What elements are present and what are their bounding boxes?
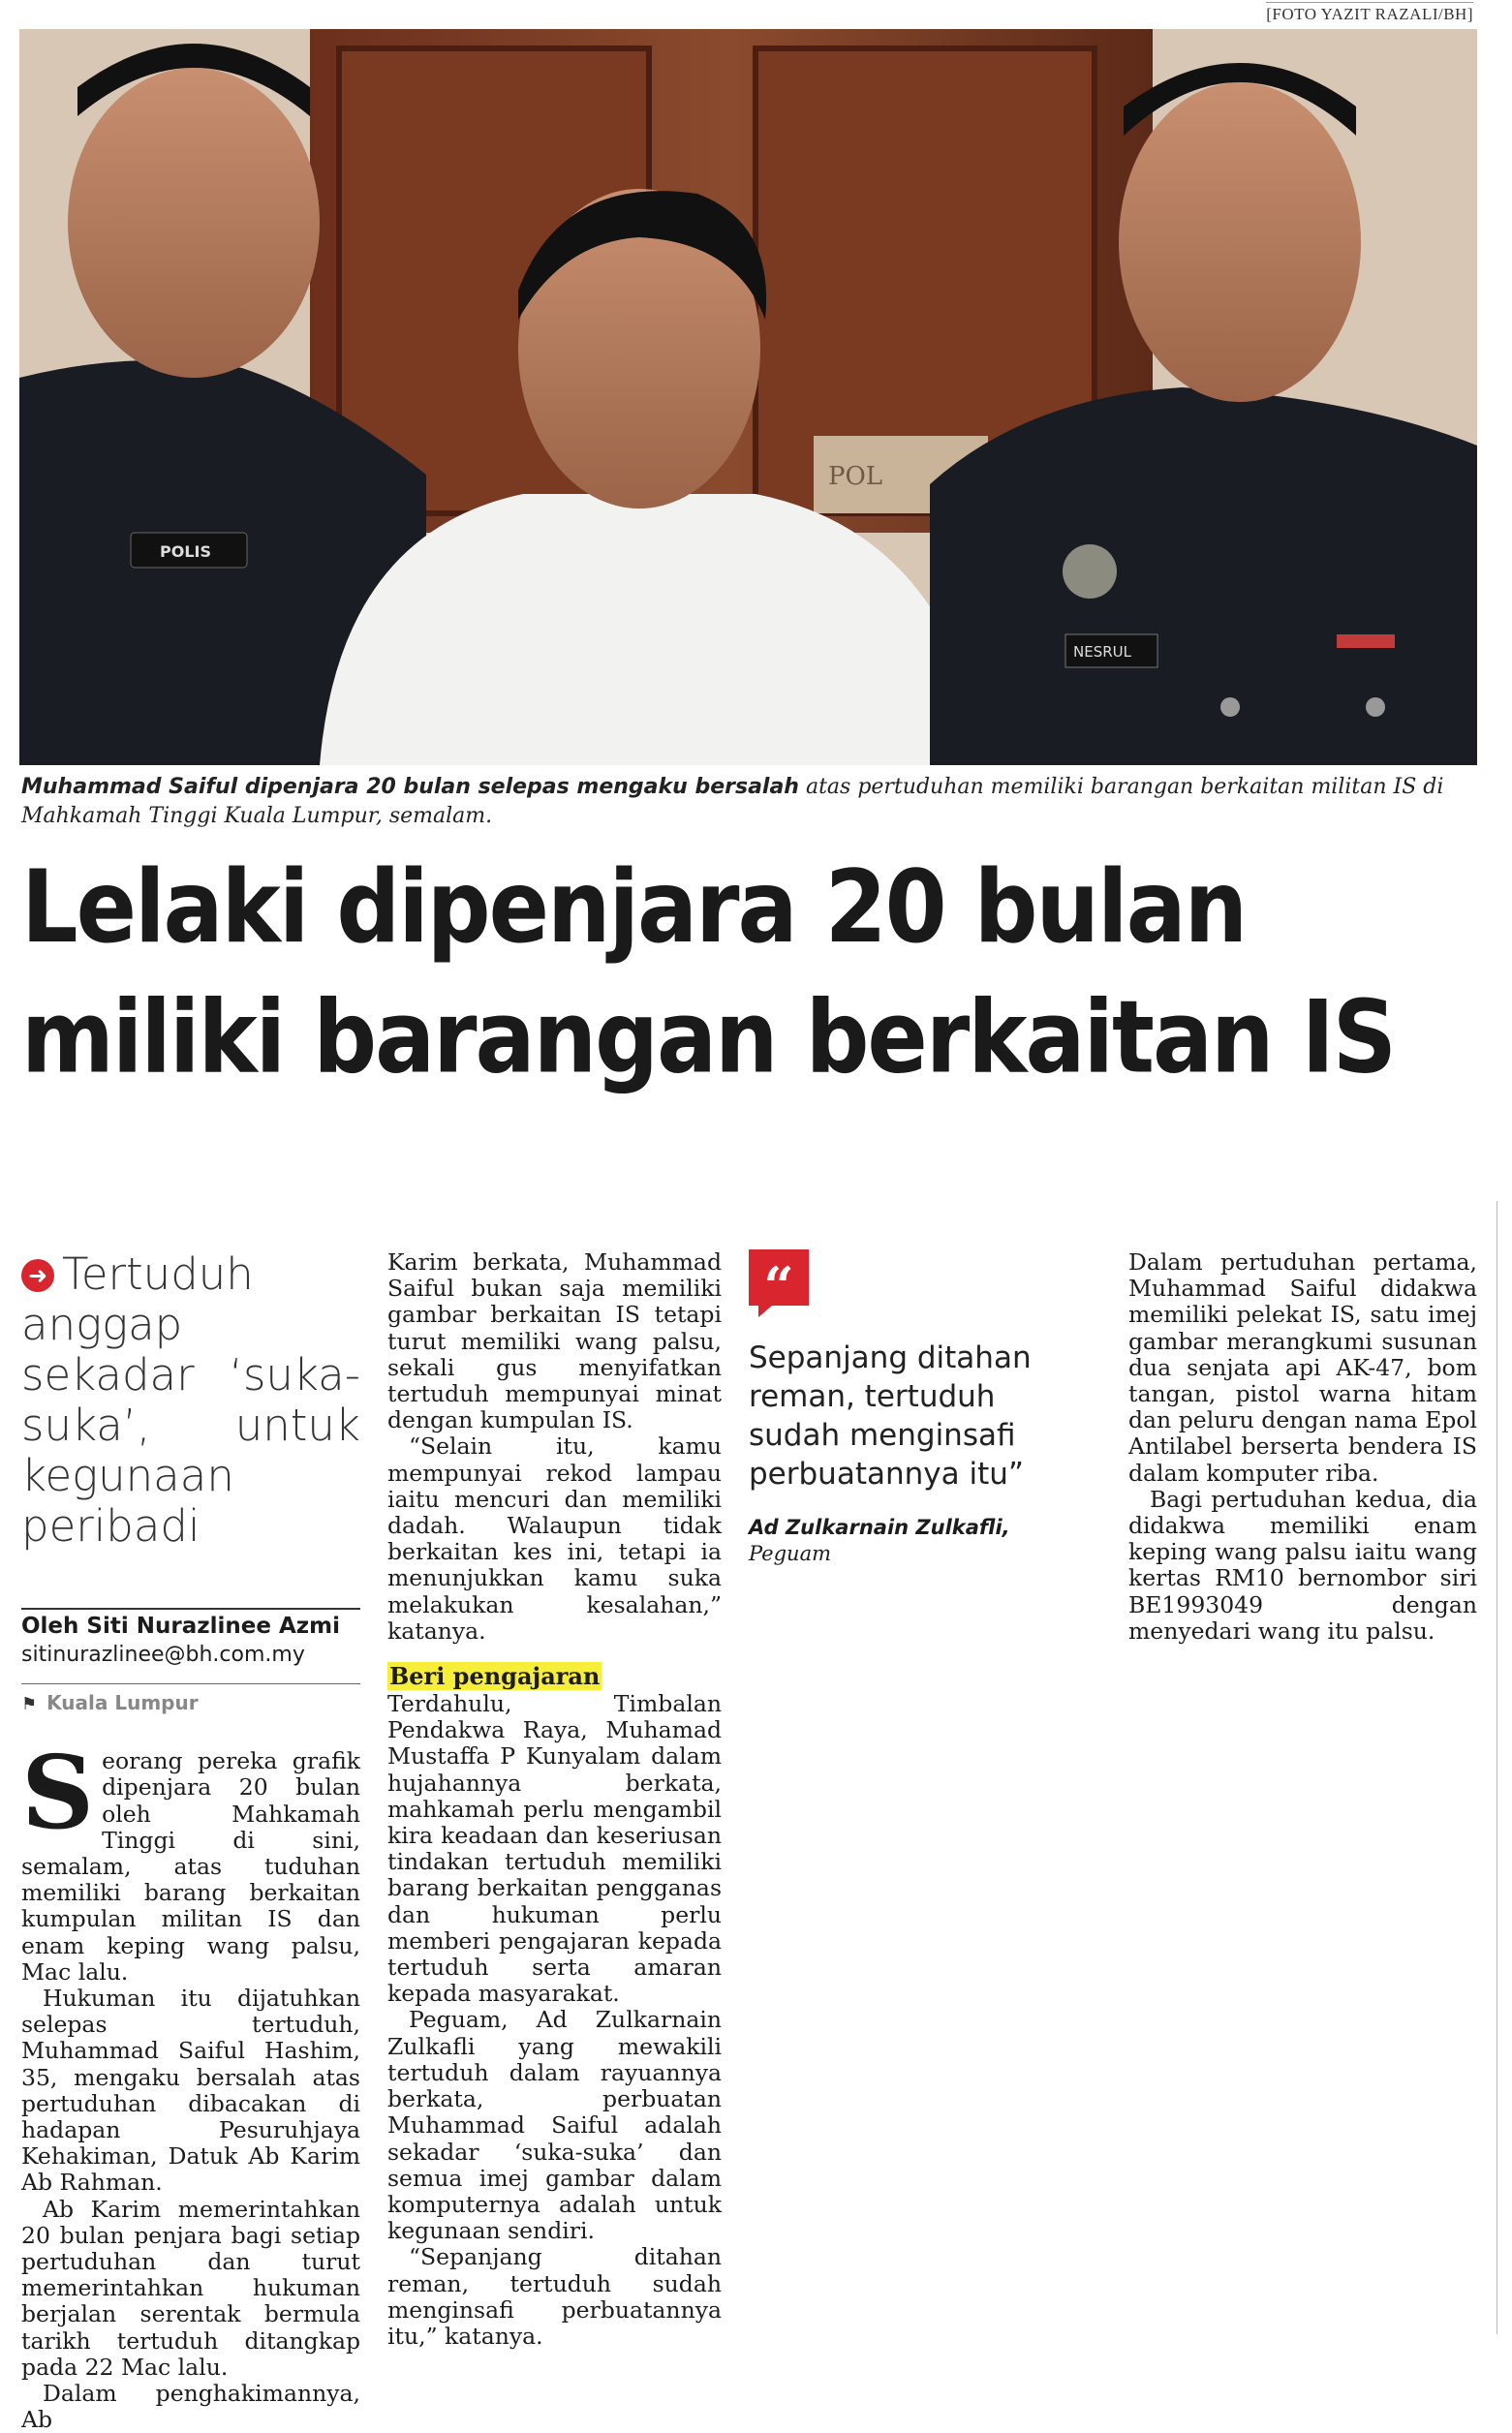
paragraph-3: Ab Karim memerintahkan 20 bulan penjara bagi setiap pertuduhan dan turut memerintahkan hukuman berjalan serentak bermula tarikh tertuduh ditangkap pada 22 Mac lalu. bbox=[21, 2195, 360, 2381]
pullquote-text: Sepanjang ditahan reman, tertuduh sudah menginsafi perbuatannya itu” bbox=[749, 1340, 1032, 1492]
paragraph-8: Peguam, Ad Zulkarnain Zulkafli yang mewakili tertuduh dalam rayuannya berkata, perbuatan Muhammad Saiful adalah sekadar ‘suka-suka’ dan semua imej gambar dalam komputernya adalah untuk kegunaan sendiri. bbox=[387, 2006, 722, 2245]
lead-paragraph bbox=[21, 1733, 360, 1986]
column-3 bbox=[749, 1249, 1059, 1567]
news-photo bbox=[19, 29, 1477, 765]
column-2 bbox=[387, 1249, 722, 2350]
caption-bold: Muhammad Saiful dipenjara 20 bulan selepas mengaku bersalah bbox=[21, 775, 799, 799]
pullquote-author: Ad Zulkarnain Zulkafli, bbox=[749, 1516, 1010, 1539]
drop-cap: S bbox=[21, 1733, 95, 1853]
byline-email: sitinurazlinee@bh.com.my bbox=[21, 1643, 305, 1667]
subhead-text: Beri pengajaran bbox=[389, 1662, 601, 1691]
subhead bbox=[387, 1662, 722, 1691]
arrow-right-icon: ➜ bbox=[21, 1259, 54, 1292]
dateline-text: Kuala Lumpur bbox=[46, 1691, 199, 1714]
dateline bbox=[21, 1683, 360, 1717]
photo-caption bbox=[21, 773, 1474, 831]
deck-text: Tertuduh anggap sekadar ‘suka-suka’, untuk kegunaan peribadi bbox=[21, 1248, 360, 1552]
byline bbox=[21, 1608, 360, 1670]
quote-icon: “ bbox=[749, 1249, 809, 1306]
byline-name: Oleh Siti Nurazlinee Azmi bbox=[21, 1614, 341, 1639]
column-4 bbox=[1128, 1249, 1477, 1645]
paragraph-7: Terdahulu, Timbalan Pendakwa Raya, Muhamad Mustaffa P Kunyalam dalam hujahannya berkata, mahkamah perlu mengambil kira keadaan dan keseriusan tindakan tertuduh memiliki barang berkaitan pengganas dan hukuman perlu memberi pengajaran kepada tertuduh serta amaran kepada masyarakat. bbox=[387, 1690, 722, 2008]
deck bbox=[21, 1249, 360, 1552]
paragraph-5: Karim berkata, Muhammad Saiful bukan saja memiliki gambar berkaitan IS tetapi turut memiliki wang palsu, sekali gus menyifatkan tertuduh mempunyai minat dengan kumpulan IS. bbox=[387, 1248, 722, 1434]
headline-line-1: Lelaki dipenjara 20 bulan bbox=[21, 848, 1247, 966]
paragraph-10: Dalam pertuduhan pertama, Muhammad Saiful didakwa memiliki pelekat IS, satu imej gambar merangkumi susunan dua senjata api AK-47, bom tangan, pistol warna hitam dan peluru dengan nama Epol Antilabel berserta bendera IS dalam komputer riba. bbox=[1128, 1248, 1477, 1487]
headline-line-2: miliki barangan berkaitan IS bbox=[21, 979, 1396, 1095]
caption-rest: atas pertuduhan memiliki barangan berkaitan militan IS di Mahkamah Tinggi Kuala Lumpur, semalam. bbox=[21, 775, 1444, 828]
headline bbox=[21, 843, 1494, 1103]
photo-credit: [FOTO YAZIT RAZALI/BH] bbox=[1266, 2, 1473, 24]
wall-text: POL bbox=[828, 462, 883, 491]
paragraph-4: Dalam penghakimannya, Ab bbox=[21, 2380, 360, 2433]
paragraph-6: “Selain itu, kamu mempunyai rekod lampau iaitu mencuri dan memiliki dadah. Walaupun tidak berkaitan kes ini, tetapi ia menunjukkan kamu suka melakukan kesalahan,” katanya. bbox=[387, 1432, 722, 1645]
flag-icon: ⚑ bbox=[21, 1694, 38, 1714]
paragraph-9: “Sepanjang ditahan reman, tertuduh sudah menginsafi perbuatannya itu,” katanya. bbox=[387, 2243, 722, 2350]
paragraph-2: Hukuman itu dijatuhkan selepas tertuduh, Muhammad Saiful Hashim, 35, mengaku bersalah atas pertuduhan dibacakan di hadapan Pesuruhjaya Kehakiman, Datuk Ab Karim Ab Rahman. bbox=[21, 1985, 360, 2197]
pullquote-role: Peguam bbox=[749, 1542, 832, 1565]
paragraph-11: Bagi pertuduhan kedua, dia didakwa memiliki enam keping wang palsu iaitu wang kertas RM10 bernombor siri BE1993049 dengan menyedari wang itu palsu. bbox=[1128, 1485, 1477, 1645]
photo-illustration bbox=[19, 29, 1477, 765]
paragraph-1: eorang pereka grafik dipenjara 20 bulan oleh Mahkamah Tinggi di sini, semalam, atas tuduhan memiliki barang berkaitan kumpulan militan IS dan enam keping wang palsu, Mac lalu. bbox=[21, 1747, 360, 1986]
column-1 bbox=[21, 1249, 360, 2433]
badge-right: NESRUL bbox=[1073, 643, 1131, 661]
badge-left: POLIS bbox=[160, 542, 211, 561]
